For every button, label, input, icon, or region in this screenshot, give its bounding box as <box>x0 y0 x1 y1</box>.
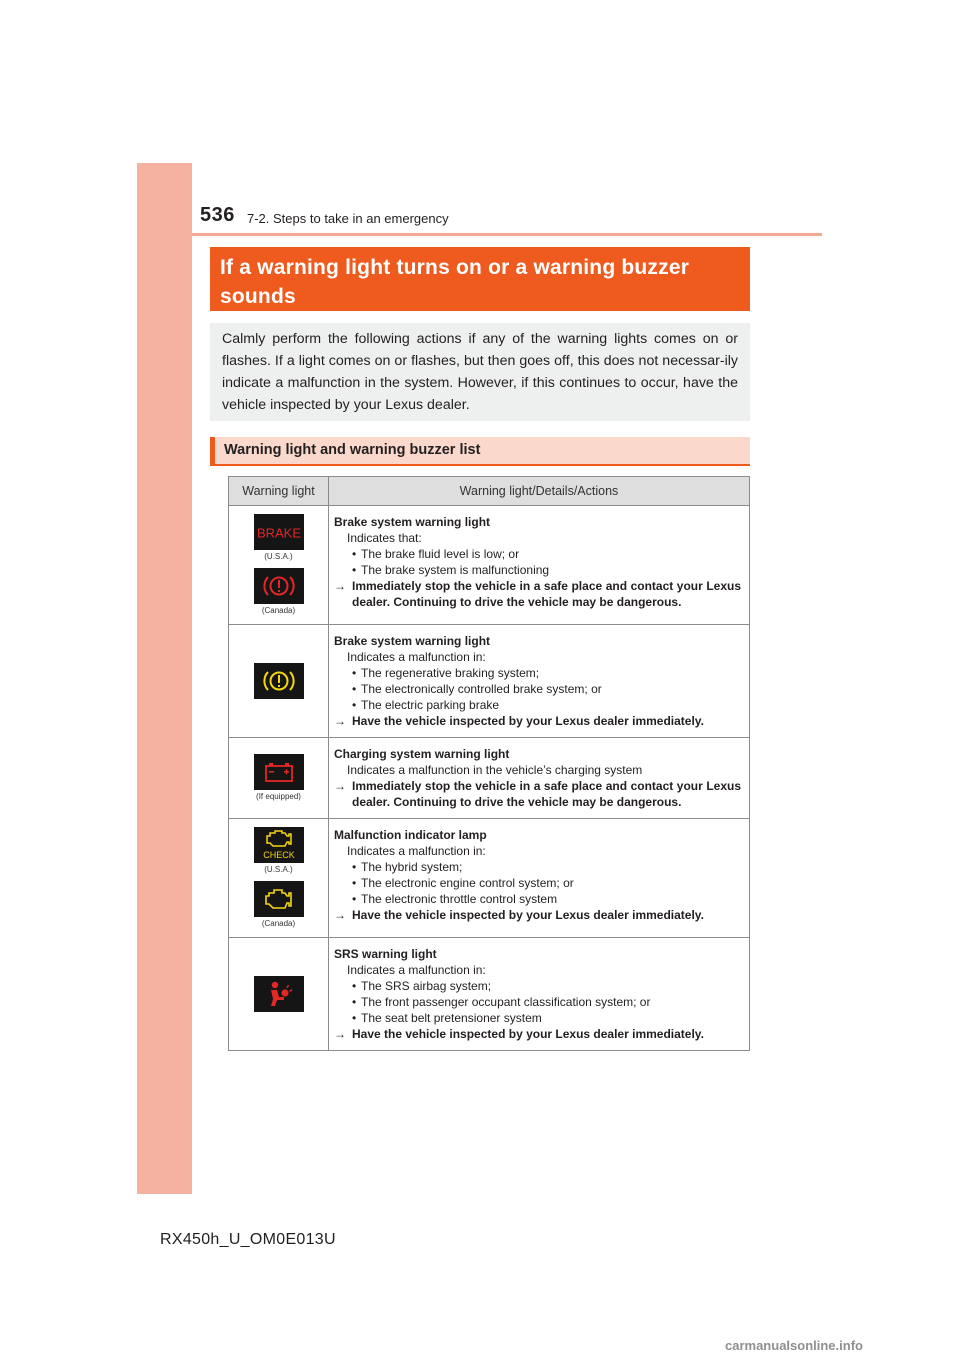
warning-light-table <box>228 476 750 1051</box>
list-item: • The electronic throttle control system <box>334 891 741 907</box>
subtitle: Warning light and warning buzzer list <box>210 437 750 466</box>
table-row <box>229 625 750 738</box>
light-title: Charging system warning light <box>334 747 510 761</box>
list-item: • The SRS airbag system; <box>334 978 741 994</box>
list-item: • The electric parking brake <box>334 697 741 713</box>
icon-caption: (Canada) <box>261 919 296 928</box>
column-header-details: Warning light/Details/Actions <box>329 477 750 506</box>
icon-caption: (Canada) <box>261 606 296 615</box>
icon-caption: (U.S.A.) <box>264 552 293 561</box>
main-title: If a warning light turns on or a warning buzzer sounds <box>210 247 750 311</box>
list-item: • The electronic engine control system; or <box>334 875 741 891</box>
icon-cell <box>229 938 329 1051</box>
list-item: • The brake system is malfunctioning <box>334 562 741 578</box>
check-icon-label: CHECK <box>262 850 295 860</box>
details-cell <box>329 625 750 738</box>
page-number: 536 <box>200 204 235 226</box>
icon-cell <box>229 625 329 738</box>
list-item: • The brake fluid level is low; or <box>334 546 741 562</box>
icon-cell <box>229 819 329 938</box>
details-cell <box>329 738 750 819</box>
details-cell <box>329 938 750 1051</box>
srs-airbag-icon <box>254 976 304 1012</box>
light-lead: Indicates a malfunction in: <box>347 963 486 977</box>
engine-icon <box>254 881 304 917</box>
icon-caption: (If equipped) <box>256 792 301 801</box>
action-text: → Have the vehicle inspected by your Lexus dealer immediately. <box>334 907 741 923</box>
action-text: → Immediately stop the vehicle in a safe place and contact your Lexus dealer. Continuing to drive the vehicle may be dangerous. <box>334 578 741 610</box>
section-title: 7-2. Steps to take in an emergency <box>247 211 449 226</box>
brake-warning-icon <box>254 568 304 604</box>
details-cell <box>329 506 750 625</box>
action-text: → Have the vehicle inspected by your Lexus dealer immediately. <box>334 713 741 729</box>
light-lead: Indicates a malfunction in: <box>347 844 486 858</box>
light-title: Malfunction indicator lamp <box>334 828 487 842</box>
table-header-row <box>229 477 750 506</box>
watermark: carmanualsonline.info <box>725 1338 863 1353</box>
light-title: Brake system warning light <box>334 634 491 648</box>
light-lead: Indicates that: <box>347 531 422 545</box>
light-lead: Indicates a malfunction in: <box>347 650 486 664</box>
header-divider <box>192 233 822 236</box>
table-row <box>229 938 750 1051</box>
details-cell <box>329 819 750 938</box>
list-item: • The electronically controlled brake system; or <box>334 681 741 697</box>
action-text: → Have the vehicle inspected by your Lexus dealer immediately. <box>334 1026 741 1042</box>
battery-icon <box>254 754 304 790</box>
side-strip <box>137 163 192 1194</box>
table-row <box>229 506 750 625</box>
light-title: SRS warning light <box>334 947 437 961</box>
light-title: Brake system warning light <box>334 515 491 529</box>
list-item: • The front passenger occupant classification system; or <box>334 994 741 1010</box>
table-row <box>229 819 750 938</box>
brake-text-icon <box>254 514 304 550</box>
list-item: • The regenerative braking system; <box>334 665 741 681</box>
icon-cell <box>229 506 329 625</box>
list-item: • The hybrid system; <box>334 859 741 875</box>
brake-warning-yellow-icon <box>254 663 304 699</box>
icon-cell <box>229 738 329 819</box>
model-code: RX450h_U_OM0E013U <box>160 1231 336 1248</box>
table-row <box>229 738 750 819</box>
check-engine-icon <box>254 827 304 863</box>
list-item: • The seat belt pretensioner system <box>334 1010 741 1026</box>
column-header-warning-light: Warning light <box>229 477 329 506</box>
brake-icon-label: BRAKE <box>256 525 301 541</box>
action-text: → Immediately stop the vehicle in a safe place and contact your Lexus dealer. Continuing to drive the vehicle may be dangerous. <box>334 778 741 810</box>
light-lead: Indicates a malfunction in the vehicle’s charging system <box>347 763 643 777</box>
icon-caption: (U.S.A.) <box>264 865 293 874</box>
intro-paragraph: Calmly perform the following actions if any of the warning lights comes on or flashes. If a light comes on or flashes, but then goes off, this does not necessar-ily indicate a malfunction in the system. However, if this continues to occur, have the vehicle inspected by your Lexus dealer. <box>210 323 750 421</box>
